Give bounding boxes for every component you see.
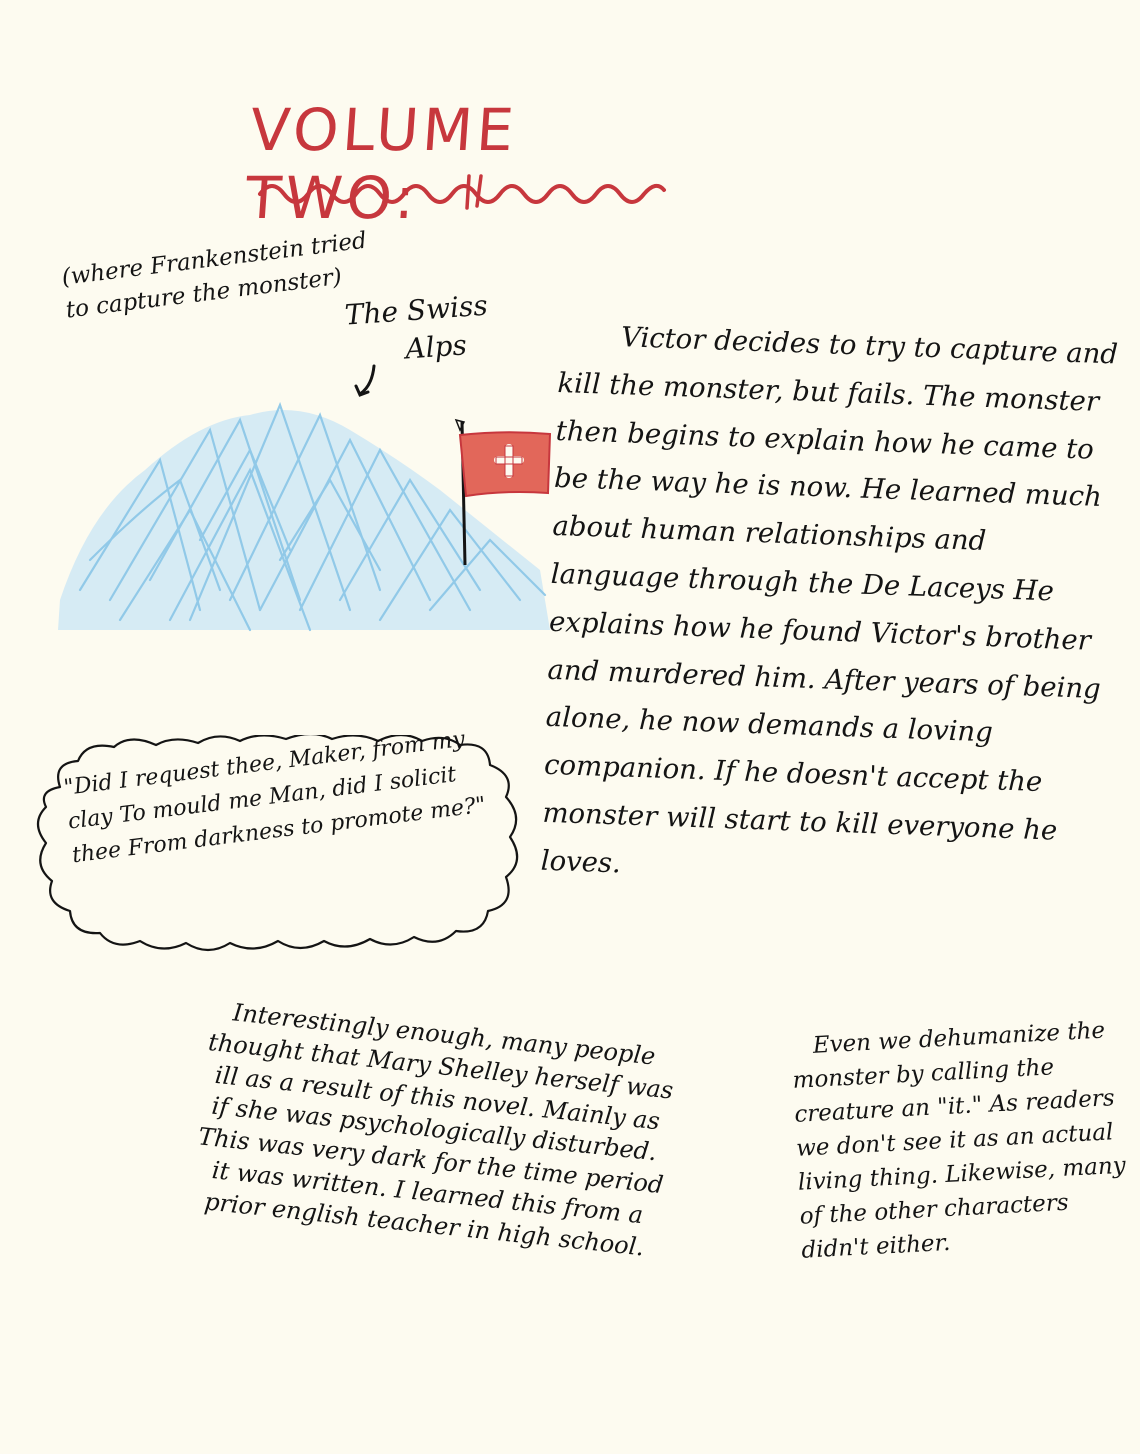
mountain-location-note: (where Frankenstein tried to capture the monster) (60, 227, 369, 324)
dehumanize-note-text: Even we dehumanize the monster by calling the creature an "it." As readers we don't see it as an actual living thing. Likewise, many of the other characters didn't either. (791, 1017, 1127, 1264)
volume-summary (540, 312, 1125, 905)
swiss-alps-mountain-drawing (50, 360, 560, 650)
interesting-fact-note: Interestingly enough, many people thought that Mary Shelley herself was ill as a result of this novel. Mainly as if she was psychologically disturbed. This was very dark for the time period it was written. I learned this from a prior english teacher in high school. (196, 998, 675, 1262)
page-title: VOLUME TWO: (243, 96, 520, 232)
quote-text: "Did I request thee, Maker, from my clay To mould me Man, did I solicit thee From darkness to promote me?" (62, 726, 488, 869)
volume-summary-text: Victor decides to try to capture and kill the monster, but fails. The monster then begins to explain how he came to be the way he is now. He learned much about human relationships and language through the De Laceys He explains how he found Victor's brother and murdered him. After years of being alone, he now demands a loving companion. If he doesn't accept the monster will start to kill everyone he loves. (540, 321, 1119, 880)
dehumanize-note (790, 1012, 1137, 1267)
swiss-alps-label-line2: Alps (404, 328, 468, 366)
title-squiggle-underline (255, 172, 675, 212)
swiss-alps-label-line1: The Swiss (343, 288, 489, 332)
